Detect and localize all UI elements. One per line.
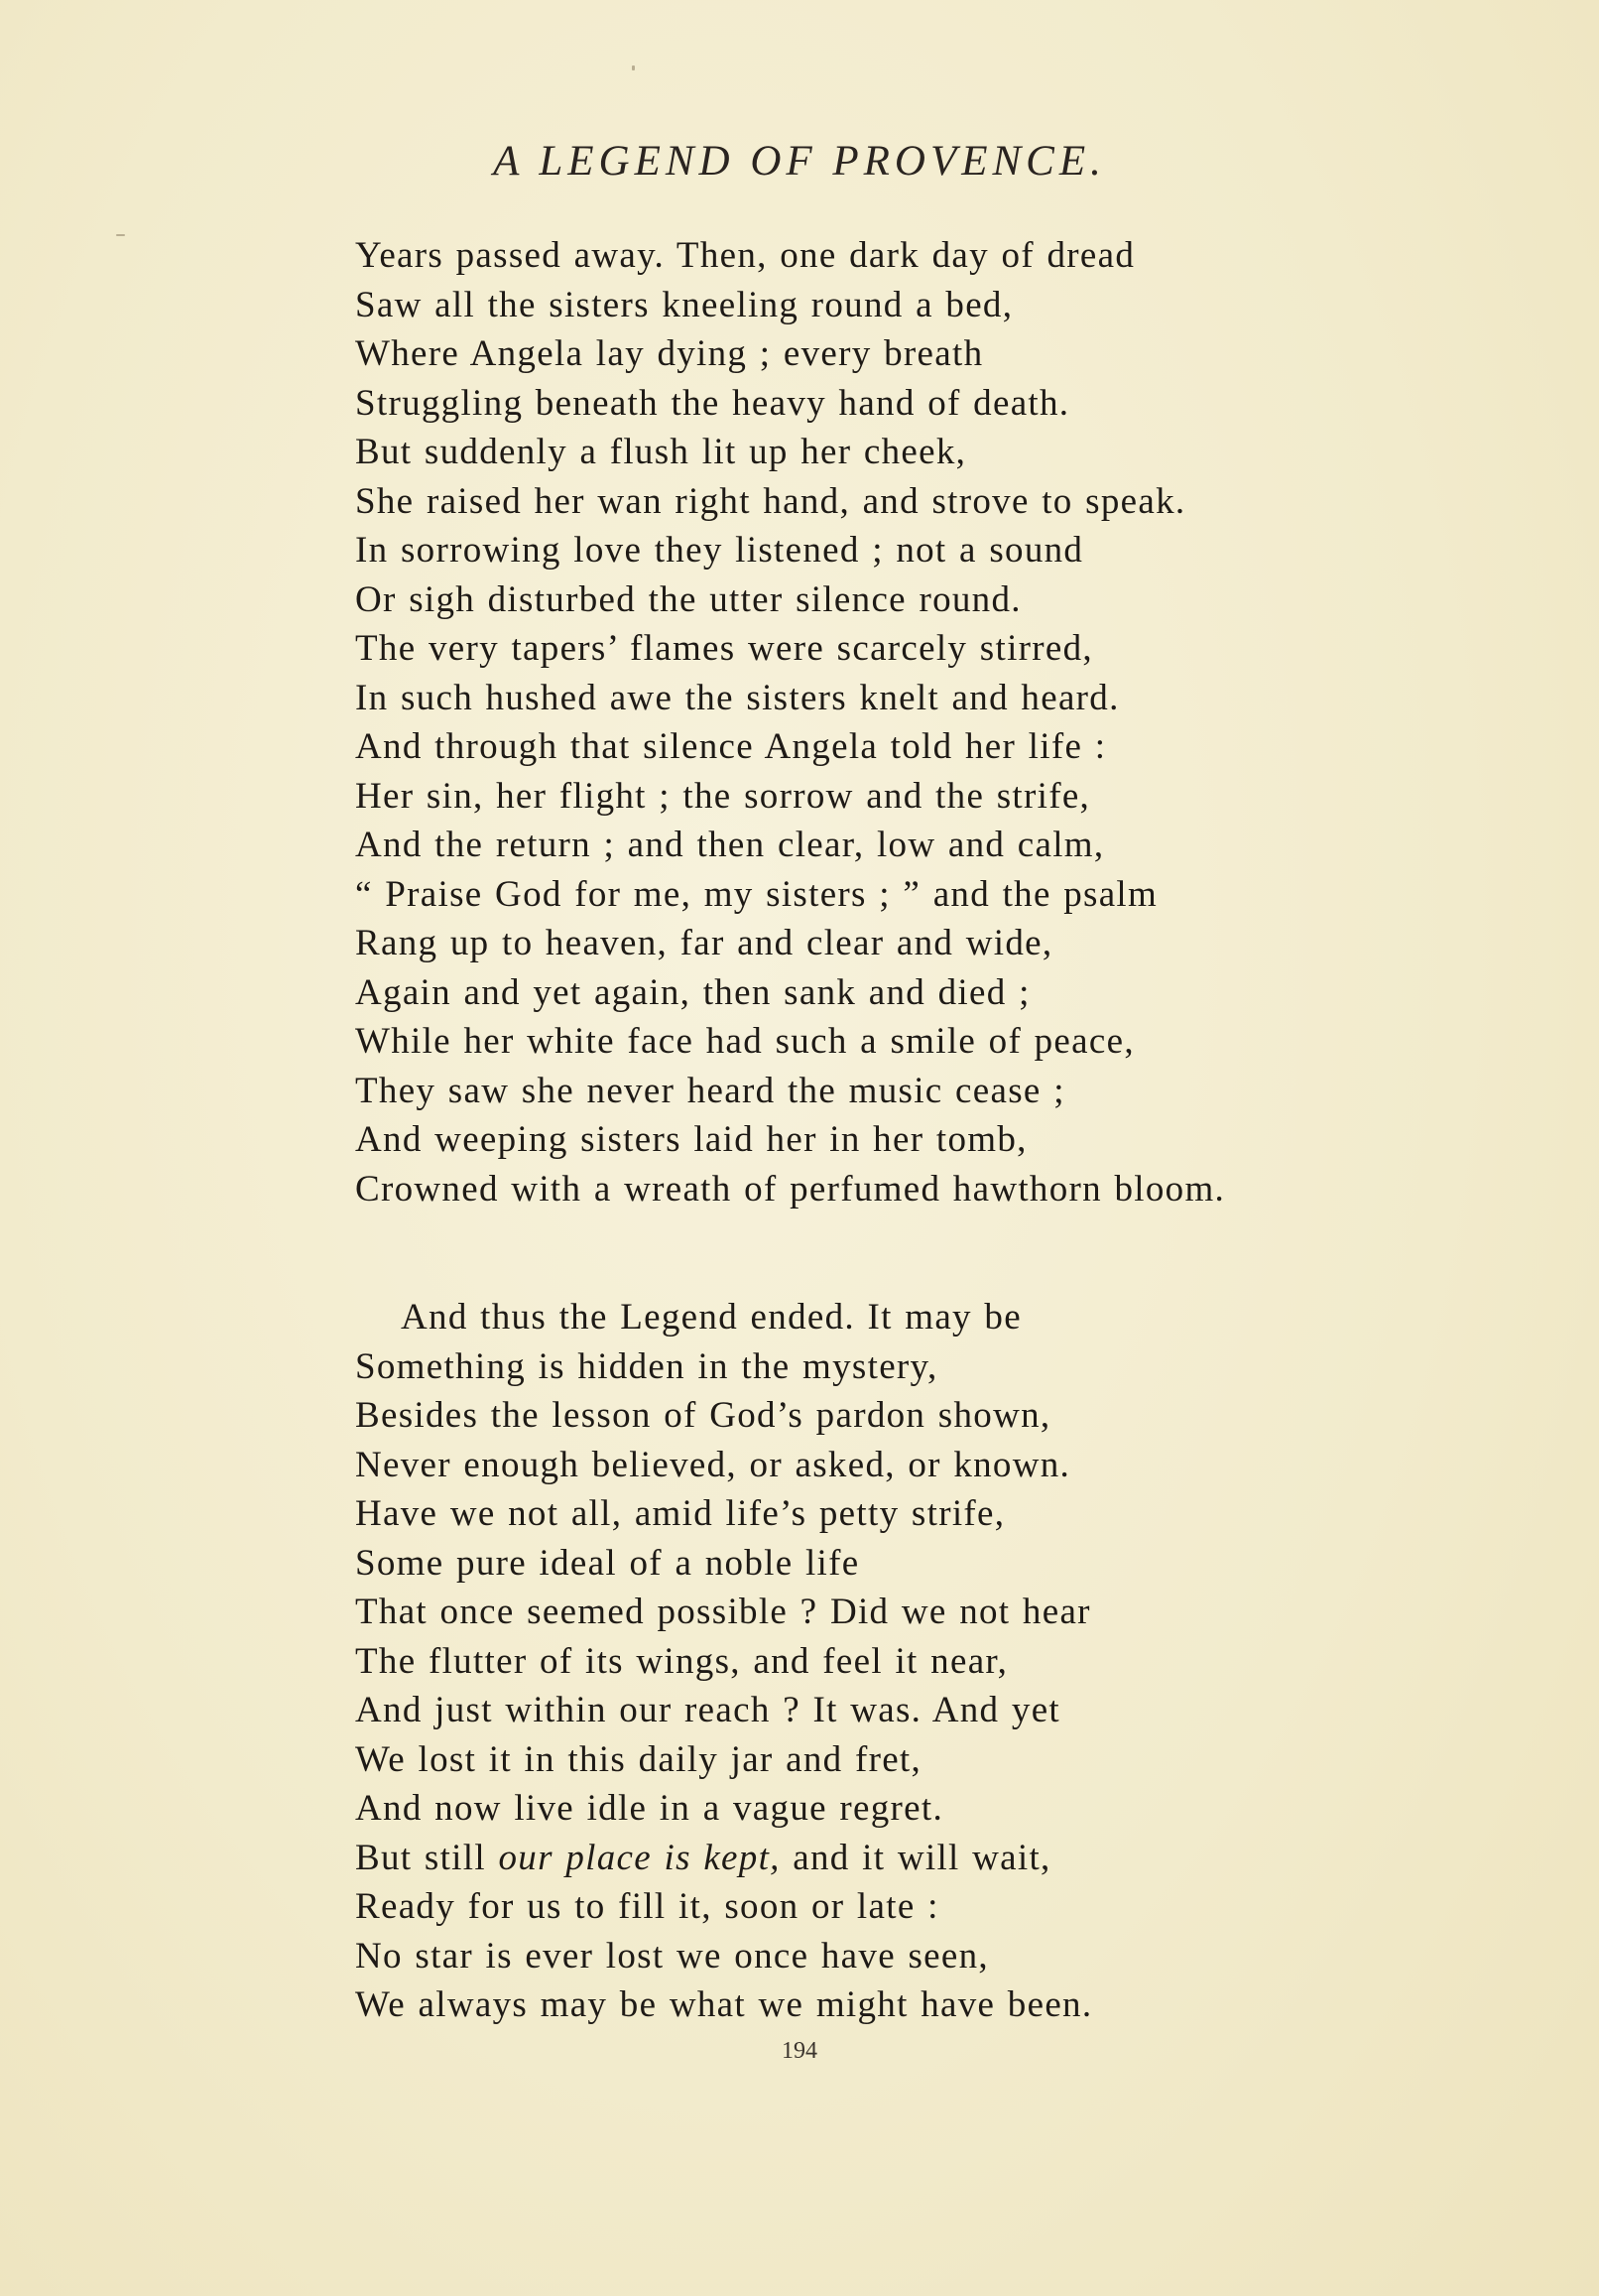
poem-line: Where Angela lay dying ; every breath <box>355 333 984 374</box>
poem-line: In such hushed awe the sisters knelt and heard. <box>355 677 1120 718</box>
poem-line: Rang up to heaven, far and clear and wide, <box>355 923 1053 963</box>
poem-line: And just within our reach ? It was. And yet <box>355 1690 1060 1730</box>
poem-line: Saw all the sisters kneeling round a bed, <box>355 284 1014 325</box>
running-title: A LEGEND OF PROVENCE. <box>493 138 1106 185</box>
paper-speck <box>632 65 635 70</box>
poem-line: Never enough believed, or asked, or known. <box>355 1444 1071 1485</box>
poem-line: In sorrowing love they listened ; not a sound <box>355 530 1084 571</box>
poem-line: Her sin, her flight ; the sorrow and the strife, <box>355 775 1091 817</box>
poem-line-emphasis <box>355 1834 1526 1883</box>
poem-line: “ Praise God for me, my sisters ; ” and the psalm <box>355 873 1159 915</box>
poem-line: Struggling beneath the heavy hand of death. <box>355 382 1070 424</box>
paper-speck <box>116 234 125 236</box>
poem-line: We lost it in this daily jar and fret, <box>355 1738 922 1780</box>
poem-line: Or sigh disturbed the utter silence round. <box>355 578 1022 620</box>
page-number: 194 <box>782 2038 817 2064</box>
poem-line: And through that silence Angela told her life : <box>355 726 1107 767</box>
poem-line: And weeping sisters laid her in her tomb, <box>355 1119 1028 1160</box>
poem-line: No star is ever lost we once have seen, <box>355 1935 989 1977</box>
poem-line: The flutter of its wings, and feel it near, <box>355 1640 1009 1682</box>
poem-line: And thus the Legend ended. It may be <box>401 1297 1022 1338</box>
poem-line: Again and yet again, then sank and died ; <box>355 971 1031 1013</box>
poem-line: Ready for us to fill it, soon or late : <box>355 1886 939 1927</box>
poem-line: Besides the lesson of God’s pardon shown, <box>355 1395 1051 1436</box>
emphasis-before: But still <box>355 1837 499 1878</box>
poem-line: That once seemed possible ? Did we not hear <box>355 1592 1091 1632</box>
emphasis-after: and it will wait, <box>780 1837 1051 1878</box>
poem-line: Crowned with a wreath of perfumed hawthorn bloom. <box>355 1168 1226 1210</box>
poem-line: Years passed away. Then, one dark day of dread <box>355 235 1136 276</box>
poem-line: And now live idle in a vague regret. <box>355 1788 944 1829</box>
poem-line: But suddenly a flush lit up her cheek, <box>355 432 967 472</box>
stanza-2 <box>355 1293 1526 2030</box>
stanza-1 <box>355 231 1526 1213</box>
emphasis-italic: our place is kept, <box>498 1837 781 1878</box>
poem-line: Have we not all, amid life’s petty strife, <box>355 1493 1006 1534</box>
poem-line: They saw she never heard the music cease ; <box>355 1070 1065 1111</box>
poem-line: The very tapers’ flames were scarcely stirred, <box>355 628 1093 669</box>
poem-line: And the return ; and then clear, low and calm, <box>355 825 1105 865</box>
poem-line: While her white face had such a smile of peace, <box>355 1021 1135 1062</box>
poem-line: We always may be what we might have been. <box>355 1984 1093 2025</box>
poem-line: She raised her wan right hand, and strove to speak. <box>355 480 1186 522</box>
poem-line: Some pure ideal of a noble life <box>355 1542 860 1584</box>
poem-line: Something is hidden in the mystery, <box>355 1345 938 1387</box>
